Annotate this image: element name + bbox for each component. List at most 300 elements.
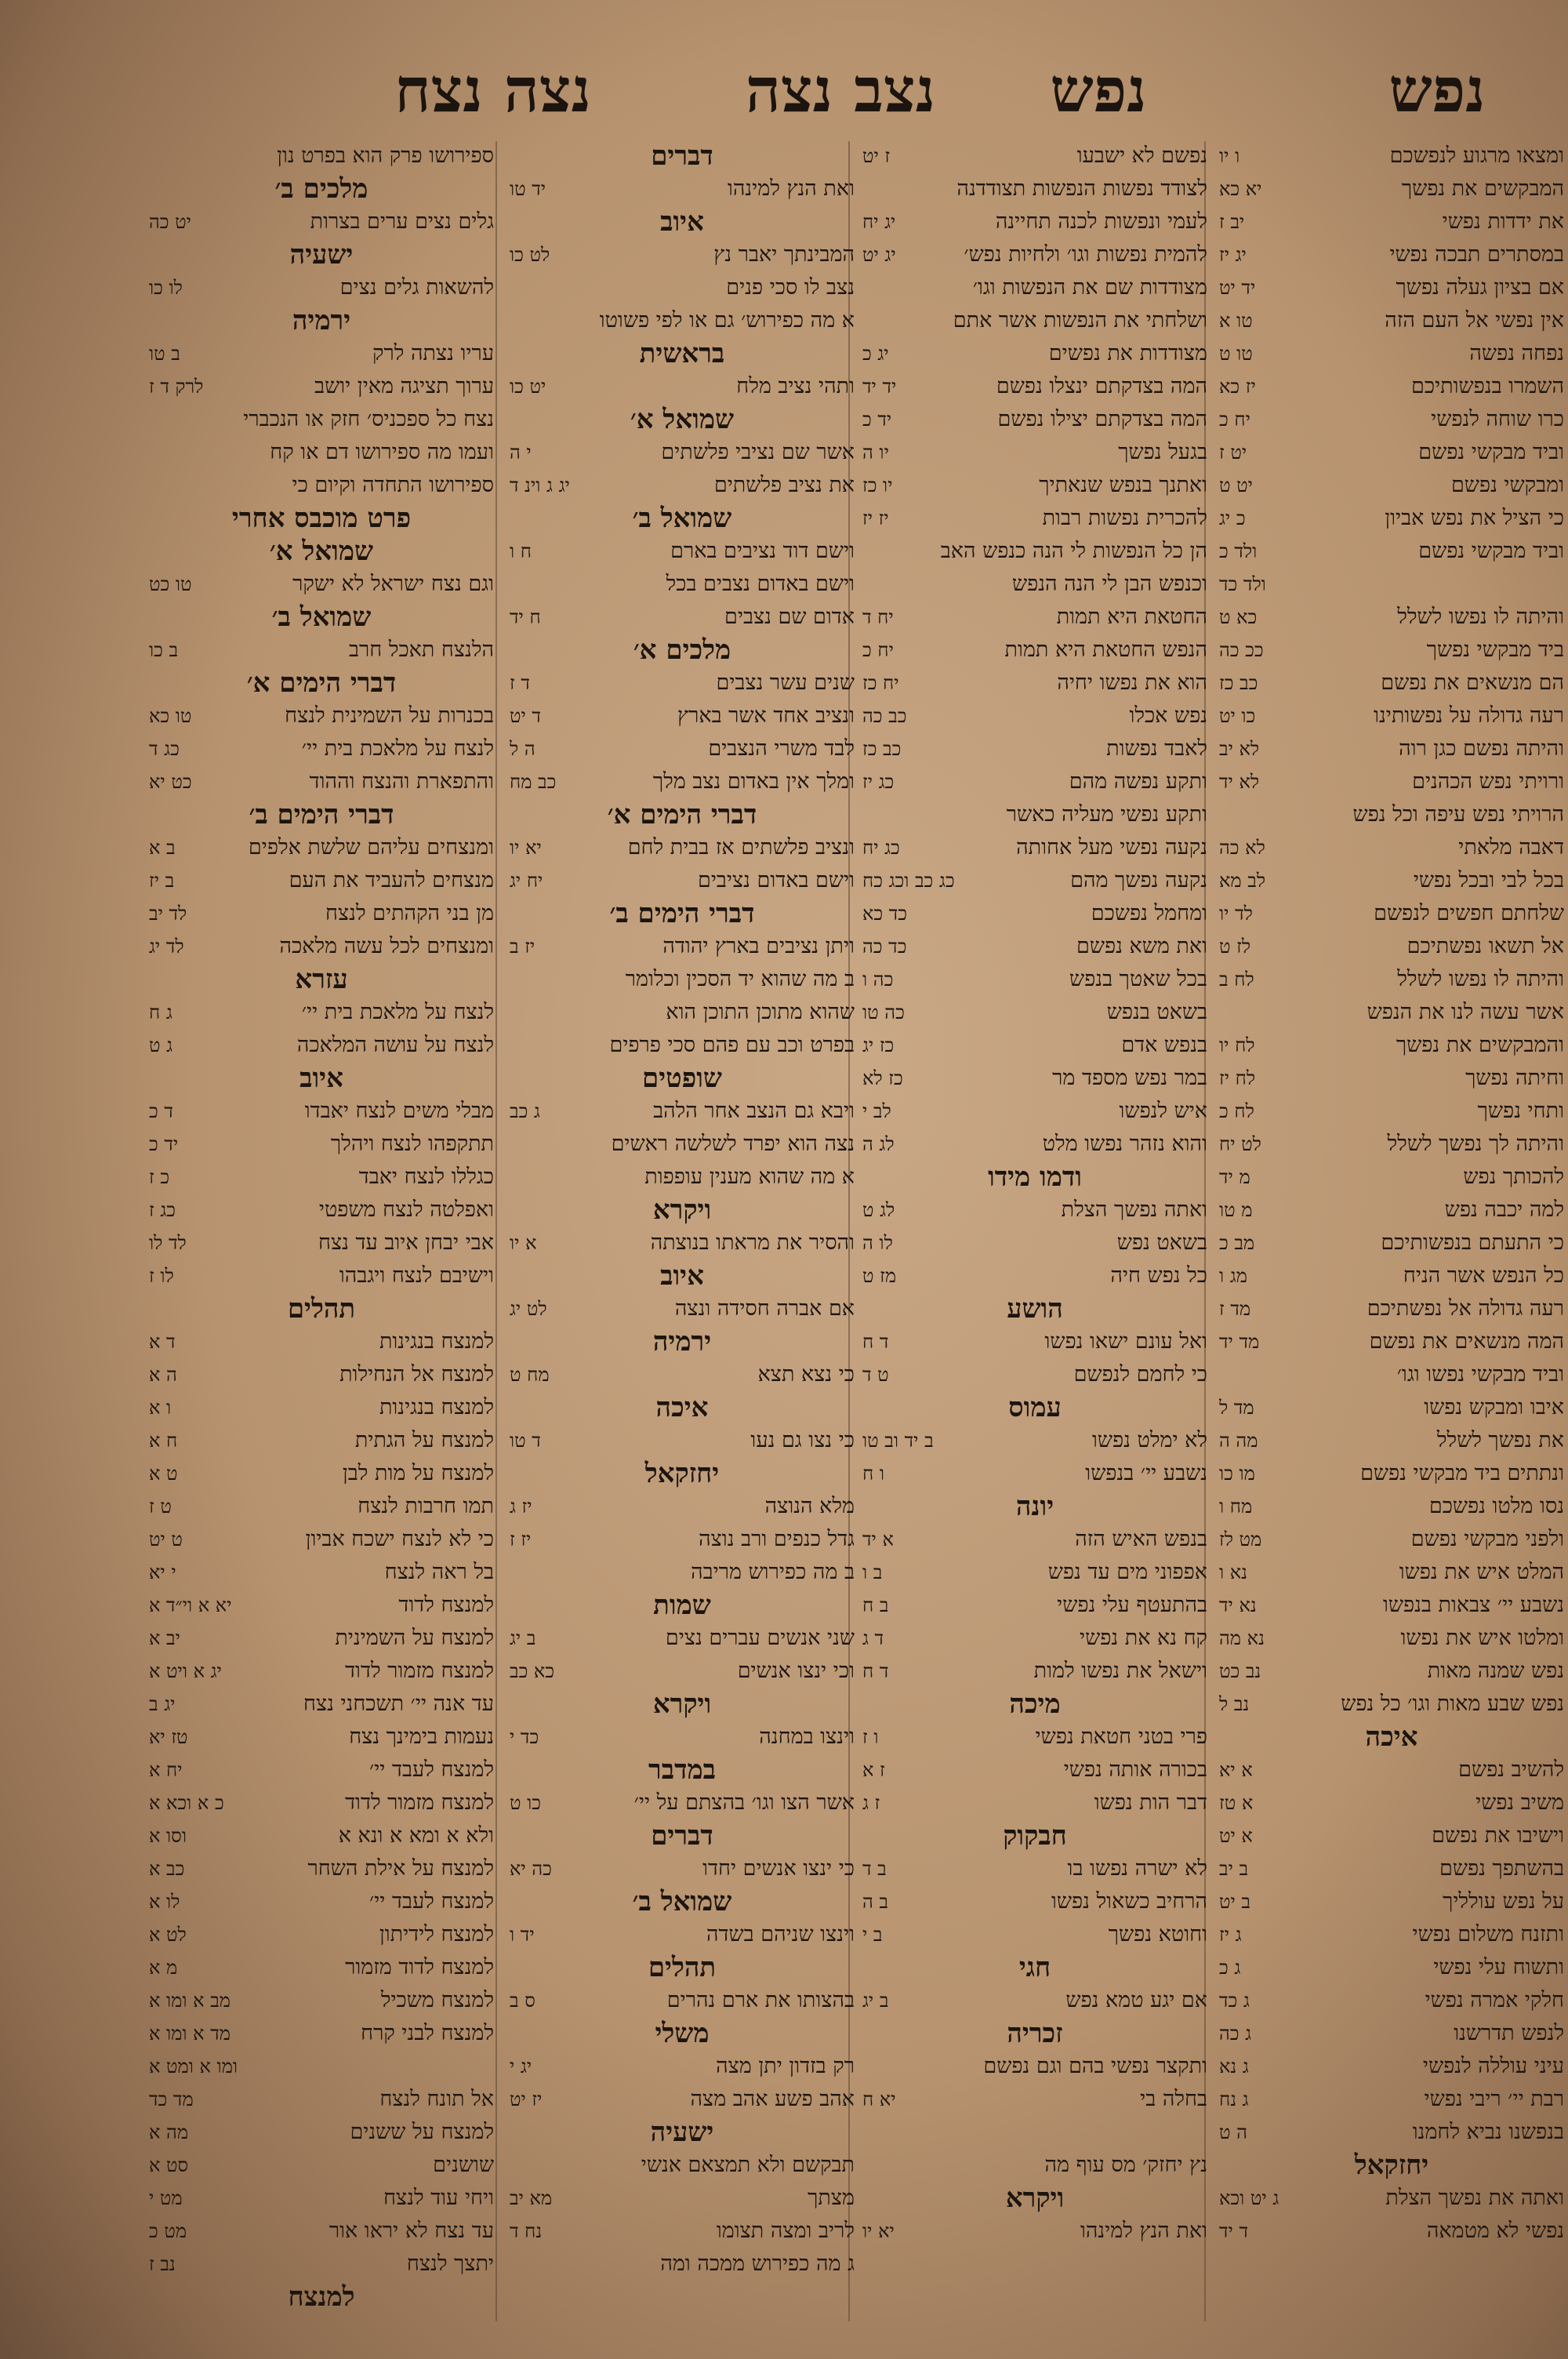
entry-reference: יט ט — [1219, 474, 1253, 496]
entry-reference: ו ח — [862, 1463, 884, 1485]
entry-text: לבד משרי הנצבים — [708, 736, 855, 761]
concordance-entry — [1219, 1259, 1564, 1292]
concordance-entry — [1219, 271, 1564, 304]
entry-text: כי הציל את נפש אביון — [1385, 506, 1564, 530]
concordance-entry — [1219, 1754, 1564, 1787]
entry-reference: לט יח — [1219, 1133, 1261, 1155]
entry-text: מצודדות את נפשים — [1048, 341, 1207, 365]
book-heading — [149, 963, 494, 996]
concordance-entry — [862, 238, 1207, 271]
concordance-entry — [149, 1655, 494, 1688]
entry-text: ותהי נציב מלח — [736, 374, 855, 398]
concordance-entry — [510, 370, 855, 403]
entry-reference: ב יט — [1219, 1891, 1250, 1913]
entry-text: במר נפש מספד מר — [1052, 1066, 1207, 1090]
concordance-entry — [862, 1325, 1207, 1358]
entry-text: אם יגע טמא נפש — [1065, 1988, 1207, 2012]
entry-reference: ג כ — [1219, 1957, 1241, 1979]
concordance-entry — [510, 963, 855, 996]
entry-text: שלחתם חפשים לנפשם — [1374, 901, 1564, 925]
entry-reference: ב ו — [862, 1561, 883, 1583]
entry-text: בהתעטף עלי נפשי — [1057, 1593, 1207, 1617]
entry-reference: מה ה — [1219, 1430, 1258, 1452]
entry-text: ואת משא נפשם — [1076, 934, 1207, 958]
entry-text: רק בזדון יתן מצה — [716, 2054, 855, 2078]
entry-text: להכותך נפש — [1463, 1165, 1564, 1189]
entry-text: שני אנשים עברים נצים — [665, 1626, 855, 1650]
entry-text: ותקע נפשי מעליה כאשר — [1006, 802, 1207, 827]
concordance-entry — [149, 2182, 494, 2215]
entry-reference: מח ו — [1219, 1496, 1253, 1518]
concordance-entry — [149, 831, 494, 864]
entry-reference: ומו א ומט א — [149, 2055, 238, 2077]
entry-text: למנצח לבני קרח — [361, 2021, 494, 2045]
book-heading — [862, 1951, 1207, 1984]
entry-text: איוב — [299, 1063, 343, 1094]
entry-reference: ב יד וב טו — [862, 1430, 934, 1452]
entry-reference: לט כו — [510, 244, 550, 266]
entry-reference: טו כט — [149, 573, 192, 595]
entry-text: פרט מוכבס אחרי — [231, 503, 412, 534]
concordance-entry — [1219, 798, 1564, 831]
book-heading — [149, 667, 494, 700]
entry-reference: כד כא — [862, 903, 908, 925]
entry-reference: יג ג וינ ד — [510, 474, 570, 496]
entry-reference: יד יד — [862, 376, 897, 398]
entry-text: שהוא מתוכן התוכן הוא — [666, 1000, 855, 1024]
concordance-entry — [510, 1721, 855, 1754]
book-heading — [149, 2281, 494, 2314]
entry-reference: נא מה — [1219, 1627, 1265, 1649]
book-heading — [510, 798, 855, 831]
entry-text: דברי הימים א׳ — [607, 799, 757, 831]
entry-reference: ב יז — [149, 870, 175, 892]
entry-text: איכה — [655, 1392, 709, 1423]
entry-reference: מג ו — [1219, 1265, 1247, 1287]
entry-reference: ג נא — [1219, 2055, 1249, 2077]
entry-text: ואתה נפשך הצלת — [1061, 1198, 1207, 1222]
concordance-entry — [862, 831, 1207, 864]
entry-text: דברים — [651, 140, 713, 172]
header-column-1: נפש — [1388, 55, 1486, 126]
concordance-entry — [1219, 1984, 1564, 2017]
concordance-entry — [149, 436, 494, 469]
entry-reference: ח ו — [510, 540, 532, 562]
book-heading — [510, 1688, 855, 1721]
entry-reference: יג ב — [149, 1693, 176, 1715]
entry-reference: יז ג — [510, 1496, 532, 1518]
entry-text: נצח כל ספכניס׳ חזק או הנכברי — [243, 407, 494, 431]
entry-text: תמו חרבות לנצח — [358, 1494, 494, 1518]
entry-reference: ב יב — [1219, 1858, 1249, 1880]
entry-text: תהלים — [287, 1293, 356, 1325]
entry-text: תבקשם ולא תמצאם אנשי — [641, 2153, 855, 2177]
entry-text: תתקפהו לנצח ויהלך — [330, 1132, 494, 1156]
entry-text: הושע — [1007, 1293, 1063, 1325]
entry-text: ויתן נציבים בארץ יהודה — [662, 934, 855, 958]
entry-text: זכריה — [1007, 2018, 1063, 2049]
entry-text: דברי הימים ב׳ — [609, 898, 755, 929]
entry-reference: יא ח — [862, 2088, 896, 2110]
concordance-entry — [510, 436, 855, 469]
entry-reference: וסו א — [149, 1825, 187, 1847]
concordance-entry — [510, 1424, 855, 1457]
entry-reference: יב א — [149, 1627, 180, 1649]
concordance-entry — [510, 304, 855, 337]
concordance-entry — [149, 205, 494, 238]
entry-reference: יט ז — [1219, 442, 1247, 463]
concordance-entry — [149, 337, 494, 370]
entry-reference: טו ט — [1219, 343, 1253, 365]
entry-text: השמרו בנפשותיכם — [1411, 374, 1564, 398]
concordance-entry — [149, 700, 494, 732]
entry-reference: י יא — [149, 1561, 176, 1583]
entry-text: מצתך — [808, 2186, 855, 2210]
entry-text: אל תשאו נפשתיכם — [1406, 934, 1564, 958]
concordance-entry — [510, 173, 855, 205]
entry-reference: מד א ומו א — [149, 2023, 230, 2045]
concordance-entry — [510, 1852, 855, 1885]
concordance-entry — [1219, 535, 1564, 568]
concordance-entry — [862, 1918, 1207, 1951]
entry-text: יתצך לנצח — [406, 2252, 494, 2276]
entry-text: למנצח לעבד יי׳ — [368, 1889, 494, 1914]
entry-reference: מו כו — [1219, 1463, 1255, 1485]
concordance-entry — [1219, 1688, 1564, 1721]
concordance-entry — [1219, 2083, 1564, 2116]
entry-text: לנפש תדרשנו — [1454, 2021, 1564, 2045]
entry-reference: לז ט — [1219, 936, 1251, 958]
entry-text: לנצח על עושה המלאכה — [296, 1033, 494, 1057]
entry-text: ומלטו איש את נפשו — [1400, 1626, 1564, 1650]
concordance-entry — [149, 897, 494, 930]
entry-reference: לו כו — [149, 277, 183, 299]
entry-text: ומבקשי נפשם — [1450, 473, 1564, 497]
book-heading — [149, 238, 494, 271]
entry-reference: יז יז — [862, 507, 889, 529]
entry-reference: לט א — [149, 1924, 187, 1946]
concordance-entry — [862, 337, 1207, 370]
entry-text: חלקי אמרה נפשי — [1425, 1988, 1564, 2012]
concordance-entry — [1219, 1787, 1564, 1819]
entry-text: ותשוח עלי נפשי — [1433, 1955, 1564, 1979]
concordance-entry — [1219, 897, 1564, 930]
entry-text: לא ימלט נפשו — [1092, 1428, 1207, 1452]
entry-text: ומנצחים עליהם שלשת אלפים — [248, 835, 494, 860]
entry-text: וכנפש הבן לי הנה הנפש — [1011, 572, 1207, 596]
entry-text: דברים — [651, 1820, 713, 1852]
concordance-entry — [510, 1523, 855, 1556]
entry-text: כל נפש חיה — [1110, 1263, 1207, 1288]
entry-text: ונתתים ביד מבקשי נפשם — [1360, 1461, 1564, 1485]
entry-text: ומנצחים לכל עשה מלאכה — [279, 934, 494, 958]
entry-reference: ו יו — [1219, 145, 1240, 167]
concordance-entry — [510, 700, 855, 732]
entry-reference: נב ל — [1219, 1693, 1250, 1715]
concordance-entry — [862, 798, 1207, 831]
concordance-entry — [149, 634, 494, 667]
book-heading — [862, 1819, 1207, 1852]
entry-reference: א יד — [862, 1528, 894, 1550]
entry-text: יחזקאל — [644, 1458, 720, 1489]
concordance-entry — [1219, 1655, 1564, 1688]
page-header — [0, 55, 1568, 149]
concordance-entry — [862, 1589, 1207, 1622]
concordance-entry — [862, 2149, 1207, 2182]
entry-reference: ד יד — [1219, 2220, 1249, 2242]
concordance-entry — [1219, 1358, 1564, 1391]
entry-text: איוב — [660, 1260, 704, 1292]
entry-text: תהלים — [648, 1952, 717, 1983]
entry-reference: מא יב — [510, 2187, 553, 2209]
entry-text: להכרית נפשות רבות — [1042, 506, 1207, 530]
concordance-entry — [510, 1622, 855, 1655]
concordance-entry — [149, 1984, 494, 2017]
book-heading — [862, 1490, 1207, 1523]
concordance-entry — [1219, 2017, 1564, 2050]
entry-reference: כ ז — [149, 1166, 170, 1188]
entry-text: נפשי לא מטמאה — [1426, 2219, 1564, 2243]
concordance-entry — [1219, 1227, 1564, 1259]
entry-text: ספירושו פרק הוא בפרט נון — [277, 144, 494, 168]
book-heading — [862, 1161, 1207, 1194]
entry-reference: יז ז — [510, 1528, 532, 1550]
entry-reference: לח ב — [1219, 969, 1254, 990]
entry-reference: כ א וכא א — [149, 1792, 224, 1814]
book-heading — [510, 2116, 855, 2149]
entry-reference: לג ה — [862, 1133, 895, 1155]
entry-reference: לד יג — [149, 936, 184, 958]
concordance-entry — [862, 634, 1207, 667]
concordance-entry — [1219, 304, 1564, 337]
concordance-entry — [149, 765, 494, 798]
entry-reference: יג יח — [862, 211, 896, 233]
concordance-entry — [1219, 831, 1564, 864]
entry-text: ודמו מידו — [988, 1161, 1082, 1193]
concordance-entry — [510, 2215, 855, 2248]
entry-text: וישיבם לנצח ויגבהו — [339, 1263, 494, 1288]
entry-text: מלא הנוצה — [764, 1494, 855, 1518]
entry-text: ותחי נפשך — [1477, 1099, 1564, 1123]
entry-text: בכל לבי ובכל נפשי — [1413, 868, 1564, 892]
entry-text: למנצח על הגתית — [354, 1428, 494, 1452]
entry-text: בנפשנו נביא לחמנו — [1412, 2120, 1564, 2144]
entry-reference: נב כט — [1219, 1660, 1261, 1682]
entry-text: קח נא את נפשי — [1080, 1626, 1207, 1650]
entry-text: בהצותו את ארם נהרים — [666, 1988, 855, 2012]
concordance-entry — [1219, 2182, 1564, 2215]
concordance-entry — [510, 469, 855, 502]
entry-reference: יד יט — [1219, 277, 1256, 299]
entry-text: לצודד נפשות הנפשות תצודדנה — [956, 176, 1207, 201]
entry-text: המלט איש את נפשו — [1399, 1560, 1564, 1584]
entry-text: בגעל נפשך — [1118, 440, 1207, 464]
concordance-entry — [1219, 568, 1564, 601]
entry-text: אבי יבחן איוב עד נצח — [318, 1230, 494, 1255]
entry-text: למנצח לידיתון — [379, 1922, 494, 1946]
entry-reference: לח יו — [1219, 1034, 1255, 1056]
concordance-entry — [149, 1523, 494, 1556]
concordance-entry — [510, 2083, 855, 2116]
concordance-entry — [862, 1787, 1207, 1819]
entry-reference: לד יו — [1219, 903, 1253, 925]
entry-text: ותקע נפשה מהם — [1069, 769, 1207, 794]
concordance-entry — [862, 1227, 1207, 1259]
concordance-entry — [862, 304, 1207, 337]
book-heading — [510, 1391, 855, 1424]
entry-reference: לו ה — [862, 1232, 893, 1254]
book-heading — [510, 1589, 855, 1622]
book-heading — [510, 1951, 855, 1984]
concordance-entry — [149, 1391, 494, 1424]
concordance-entry — [862, 897, 1207, 930]
concordance-entry — [1219, 996, 1564, 1029]
book-heading — [149, 1062, 494, 1095]
entry-reference: ג יט וכא — [1219, 2187, 1279, 2209]
concordance-entry — [149, 1951, 494, 1984]
entry-text: דברי הימים ב׳ — [249, 799, 394, 831]
entry-reference: לד יב — [149, 903, 187, 925]
entry-text: נשבע יי׳ בנפשו — [1085, 1461, 1207, 1485]
concordance-entry — [862, 173, 1207, 205]
concordance-entry — [149, 568, 494, 601]
entry-reference: כב כז — [862, 738, 902, 760]
concordance-entry — [1219, 1194, 1564, 1227]
concordance-entry — [1219, 700, 1564, 732]
entry-reference: כט יא — [149, 771, 192, 793]
entry-text: וינצו שניהם בשדה — [706, 1922, 855, 1946]
concordance-entry — [1219, 667, 1564, 700]
book-heading — [1219, 1721, 1564, 1754]
entry-reference: כג ד — [149, 738, 180, 760]
book-heading — [149, 601, 494, 634]
entry-text: ירמיה — [652, 1326, 712, 1358]
entry-reference: יג כ — [862, 343, 889, 365]
entry-text: בכנרות על השמינית לנצח — [285, 703, 494, 728]
entry-text: המה בצדקתם ינצלו נפשם — [996, 374, 1207, 398]
concordance-entry — [1219, 1918, 1564, 1951]
concordance-entry — [1219, 963, 1564, 996]
entry-text: נץ יחזק׳ מס עוף מה — [1044, 2153, 1207, 2177]
concordance-entry — [149, 1622, 494, 1655]
entry-text: להשאות גלים נצים — [339, 275, 494, 300]
entry-text: הן כל הנפשות לי הנה כנפש האב — [940, 539, 1207, 563]
entry-text: שושנים — [433, 2153, 494, 2177]
concordance-entry — [149, 996, 494, 1029]
entry-text: במדבר — [648, 1754, 716, 1786]
concordance-entry — [149, 2017, 494, 2050]
entry-reference: יח כ — [862, 639, 894, 661]
entry-text: איבו ומבקש נפשו — [1424, 1395, 1564, 1419]
entry-text: מנצחים להעביד את העם — [289, 868, 494, 892]
entry-text: וישיבו את נפשם — [1432, 1823, 1564, 1848]
entry-reference: ולד כ — [1219, 540, 1258, 562]
concordance-entry — [1219, 1325, 1564, 1358]
header-column-3: נצב נצה — [746, 55, 936, 126]
entry-reference: מד כד — [149, 2088, 194, 2110]
concordance-entry — [149, 864, 494, 897]
entry-text: ישעיה — [650, 2117, 714, 2148]
entry-text: לעמי ונפשות לכנה תחיינה — [995, 209, 1207, 234]
concordance-entry — [1219, 1128, 1564, 1161]
book-heading — [510, 1819, 855, 1852]
entry-reference: כב כה — [862, 705, 907, 727]
book-heading — [862, 2017, 1207, 2050]
book-heading — [510, 205, 855, 238]
entry-text: וחוטא נפשך — [1108, 1922, 1207, 1946]
concordance-entry — [1219, 1556, 1564, 1589]
entry-reference: מ א — [149, 1957, 178, 1979]
entry-reference: ב י — [862, 1924, 883, 1946]
concordance-entry — [1219, 337, 1564, 370]
entry-text: לנצח על מלאכת בית יי׳ — [301, 1000, 494, 1024]
entry-reference: נח ד — [510, 2220, 543, 2242]
entry-text: יונה — [1015, 1491, 1054, 1522]
concordance-entry — [510, 535, 855, 568]
entry-text: וינצו במחנה — [759, 1725, 855, 1749]
entry-text: למנצח לעבד יי׳ — [368, 1757, 494, 1782]
entry-reference: יד ו — [510, 1924, 535, 1946]
entry-reference: כא כב — [510, 1660, 555, 1682]
concordance-entry — [862, 271, 1207, 304]
entry-reference: יז כא — [1219, 376, 1256, 398]
entry-text: ורויתי נפש הכהנים — [1412, 769, 1564, 794]
book-heading — [149, 535, 494, 568]
entry-text: למה יכבה נפש — [1444, 1198, 1564, 1222]
entry-text: רעה גדולה אל נפשתיכם — [1367, 1296, 1564, 1321]
concordance-entry — [1219, 1589, 1564, 1622]
concordance-entry — [510, 996, 855, 1029]
entry-text: חגי — [1018, 1952, 1051, 1983]
entry-reference: ולד כד — [1219, 573, 1266, 595]
entry-reference: ז ג — [862, 1792, 880, 1814]
entry-reference: מד יד — [1219, 1331, 1260, 1353]
entry-reference: כד י — [510, 1726, 539, 1748]
concordance-entry — [862, 1424, 1207, 1457]
concordance-entry — [1219, 1062, 1564, 1095]
concordance-entry — [862, 1556, 1207, 1589]
concordance-entry — [1219, 1457, 1564, 1490]
entry-reference: נב ז — [149, 2253, 176, 2275]
concordance-entry — [510, 601, 855, 634]
entry-reference: ככ כה — [1219, 639, 1264, 661]
entry-reference: מב א ומו א — [149, 1990, 230, 2012]
entry-reference: ד א — [149, 1331, 176, 1353]
concordance-entry — [862, 930, 1207, 963]
entry-text: נפש שמנה מאות — [1427, 1659, 1564, 1683]
entry-text: ב מה שהוא יד הסכין וכלומר — [625, 967, 855, 991]
entry-reference: מד ל — [1219, 1397, 1254, 1419]
entry-text: הנפש החטאת היא תמות — [1004, 638, 1207, 662]
book-heading — [510, 140, 855, 173]
entry-reference: ח יד — [510, 606, 541, 628]
entry-text: את ידדות נפשי — [1442, 209, 1564, 234]
entry-reference: כה טו — [862, 1001, 905, 1023]
entry-reference: ג ח — [149, 1001, 172, 1023]
entry-reference: מט י — [149, 2187, 183, 2209]
entry-text: ויבא גם הנצב אחר הלהב — [653, 1099, 855, 1123]
entry-text: הוא את נפשו יחיה — [1057, 671, 1207, 695]
concordance-entry — [510, 1918, 855, 1951]
entry-reference: ד ג — [862, 1627, 884, 1649]
concordance-entry — [149, 370, 494, 403]
entry-reference: ה א — [149, 1364, 177, 1386]
book-heading — [149, 173, 494, 205]
entry-text: ונציב פלשתים אז בבית לחם — [627, 835, 855, 860]
concordance-entry — [149, 1161, 494, 1194]
entry-text: משיב נפשי — [1475, 1790, 1564, 1815]
entry-text: למנצח על ששנים — [350, 2120, 494, 2144]
